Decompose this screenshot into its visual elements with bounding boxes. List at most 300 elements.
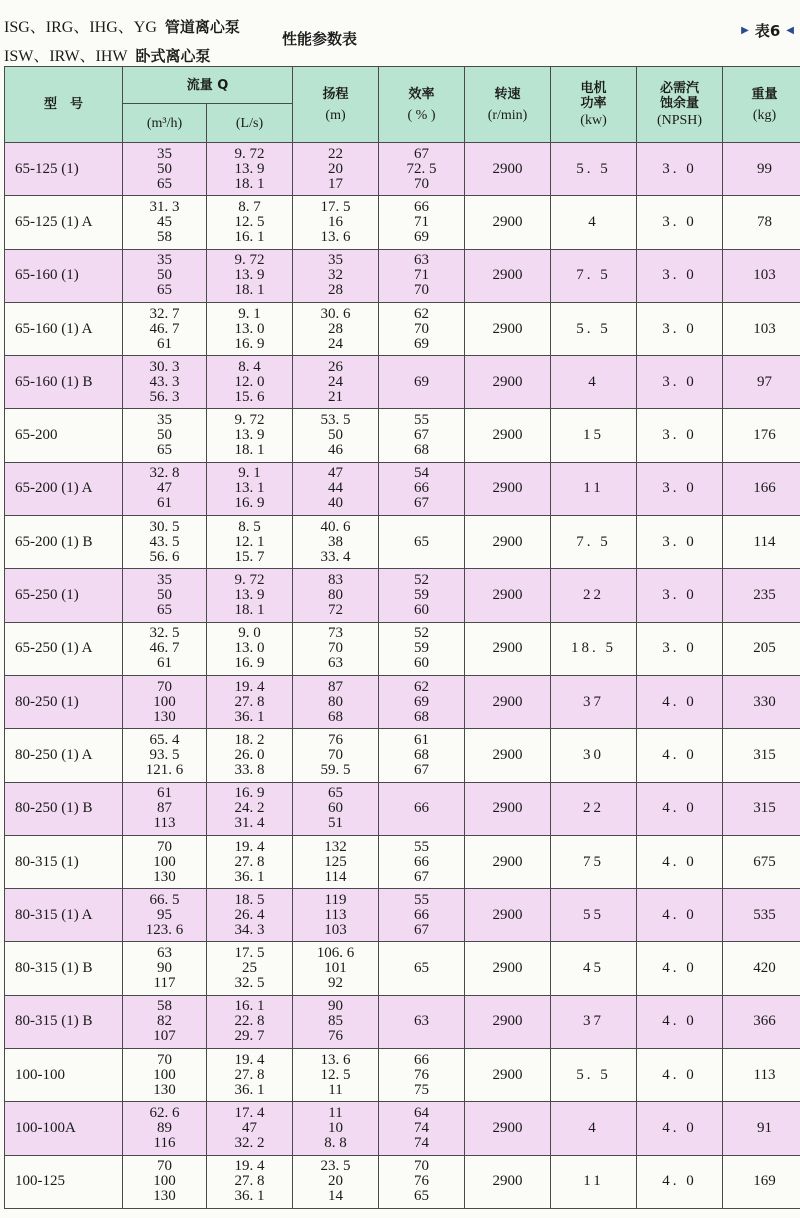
cell-flow-ls-value: 29. 7	[234, 1028, 265, 1045]
cell-flow-ls-value: 12. 1	[234, 533, 265, 550]
cell-head-value: 72	[328, 602, 344, 619]
cell-weight: 91	[723, 1102, 800, 1155]
cell-head-value: 24	[328, 335, 344, 352]
cell-flow-m3h-value: 100	[153, 1173, 176, 1190]
cell-flow-ls	[207, 356, 293, 409]
cell-flow-ls-value: 26. 4	[234, 906, 265, 923]
table-row	[5, 1049, 800, 1102]
cell-efficiency-value: 55	[414, 838, 430, 855]
cell-npsh: 3. 0	[637, 569, 723, 622]
cell-motor-power: 37	[551, 995, 637, 1048]
cell-head	[293, 356, 379, 409]
cell-head-value: 32	[328, 267, 344, 284]
cell-efficiency-value: 67	[414, 921, 430, 938]
col-speed: 转速 (r/min)	[465, 67, 551, 143]
cell-head-value: 106. 6	[316, 945, 355, 962]
cell-efficiency-value: 67	[414, 868, 430, 885]
cell-flow-ls-value: 25	[242, 960, 257, 977]
cell-flow-m3h	[123, 1102, 207, 1155]
cell-weight: 103	[723, 302, 800, 355]
cell-weight: 78	[723, 196, 800, 249]
cell-speed: 2900	[465, 1102, 551, 1155]
cell-efficiency	[379, 302, 465, 355]
cell-efficiency	[379, 196, 465, 249]
cell-flow-m3h	[123, 249, 207, 302]
table-row	[5, 782, 800, 835]
table-number	[741, 20, 794, 41]
cell-flow-m3h-value: 89	[157, 1119, 172, 1136]
cell-speed: 2900	[465, 249, 551, 302]
cell-npsh: 4. 0	[637, 995, 723, 1048]
cell-npsh: 3. 0	[637, 302, 723, 355]
cell-head-value: 13. 6	[320, 1051, 351, 1068]
table-row	[5, 1155, 800, 1208]
cell-flow-ls-value: 8. 5	[238, 518, 261, 535]
cell-flow-m3h-value: 30. 5	[149, 518, 180, 535]
cell-efficiency	[379, 356, 465, 409]
cell-head-value: 23. 5	[320, 1158, 351, 1175]
cell-flow-m3h-value: 32. 7	[149, 305, 180, 322]
cell-flow-ls-value: 17. 5	[234, 945, 265, 962]
cell-weight: 315	[723, 729, 800, 782]
cell-efficiency-value: 70	[414, 320, 430, 337]
cell-motor-power: 7. 5	[551, 249, 637, 302]
cell-motor-power: 55	[551, 889, 637, 942]
cell-flow-ls-value: 18. 1	[234, 602, 265, 619]
cell-efficiency-value: 65	[414, 533, 430, 550]
cell-head-value: 17. 5	[320, 198, 351, 215]
cell-speed: 2900	[465, 729, 551, 782]
cell-flow-m3h-value: 63	[157, 945, 172, 962]
cell-head-value: 47	[328, 465, 344, 482]
cell-flow-ls	[207, 196, 293, 249]
series-line-2	[4, 43, 211, 66]
table-body	[5, 143, 800, 1209]
cell-flow-m3h-value: 47	[157, 480, 172, 497]
cell-npsh: 3. 0	[637, 143, 723, 196]
cell-flow-ls-value: 19. 4	[234, 1051, 265, 1068]
cell-head	[293, 675, 379, 728]
cell-flow-m3h-value: 31. 3	[149, 198, 180, 215]
cell-flow-ls-value: 27. 8	[234, 1066, 265, 1083]
cell-flow-m3h-value: 66. 5	[149, 891, 180, 908]
cell-flow-ls-value: 13. 9	[234, 587, 265, 604]
cell-model: 80-315 (1)	[5, 835, 123, 888]
cell-head	[293, 729, 379, 782]
cell-flow-ls-value: 16. 1	[234, 228, 265, 245]
cell-speed: 2900	[465, 835, 551, 888]
cell-flow-m3h-value: 56. 6	[149, 548, 180, 565]
cell-flow-ls-value: 9. 72	[234, 252, 265, 269]
cell-flow-m3h-value: 117	[153, 975, 176, 992]
cell-model: 100-100	[5, 1049, 123, 1102]
cell-weight: 535	[723, 889, 800, 942]
table-row	[5, 409, 800, 462]
cell-weight: 114	[723, 516, 800, 569]
series-name-1: 管道离心泵	[164, 18, 240, 36]
cell-head	[293, 622, 379, 675]
cell-speed: 2900	[465, 782, 551, 835]
cell-efficiency-value: 70	[414, 282, 430, 299]
cell-flow-ls-value: 16. 1	[234, 998, 265, 1015]
cell-flow-ls	[207, 729, 293, 782]
cell-head-value: 51	[328, 815, 344, 832]
cell-head-value: 63	[328, 655, 344, 672]
table-row	[5, 569, 800, 622]
cell-head-value: 76	[328, 1028, 344, 1045]
cell-flow-ls-value: 18. 1	[234, 442, 265, 459]
cell-flow-m3h-value: 58	[157, 998, 172, 1015]
cell-head	[293, 889, 379, 942]
cell-head	[293, 462, 379, 515]
cell-efficiency	[379, 249, 465, 302]
cell-flow-ls-value: 18. 2	[234, 731, 265, 748]
cell-flow-ls-value: 13. 9	[234, 267, 265, 284]
table-row	[5, 1102, 800, 1155]
cell-flow-ls-value: 26. 0	[234, 746, 265, 763]
cell-head-value: 119	[324, 891, 347, 908]
cell-flow-m3h-value: 70	[157, 1158, 172, 1175]
cell-head-value: 87	[328, 678, 344, 695]
table-row	[5, 622, 800, 675]
cell-motor-power: 15	[551, 409, 637, 462]
cell-motor-power: 4	[551, 356, 637, 409]
cell-flow-ls-value: 34. 3	[234, 921, 265, 938]
cell-npsh: 4. 0	[637, 675, 723, 728]
cell-head	[293, 143, 379, 196]
cell-efficiency-value: 62	[414, 678, 430, 695]
cell-flow-m3h-value: 50	[157, 267, 172, 284]
cell-efficiency-value: 76	[414, 1066, 430, 1083]
cell-speed: 2900	[465, 143, 551, 196]
cell-efficiency-value: 60	[414, 655, 430, 672]
cell-model: 65-160 (1) B	[5, 356, 123, 409]
cell-npsh: 4. 0	[637, 889, 723, 942]
cell-model: 80-250 (1) B	[5, 782, 123, 835]
cell-flow-m3h	[123, 835, 207, 888]
cell-flow-ls	[207, 675, 293, 728]
cell-flow-ls-value: 13. 9	[234, 427, 265, 444]
cell-model: 65-160 (1)	[5, 249, 123, 302]
cell-npsh: 4. 0	[637, 729, 723, 782]
cell-flow-m3h-value: 90	[157, 960, 172, 977]
cell-flow-ls-value: 12. 5	[234, 213, 265, 230]
cell-efficiency-value: 71	[414, 267, 430, 284]
cell-npsh: 4. 0	[637, 1155, 723, 1208]
cell-flow-m3h-value: 116	[153, 1134, 176, 1151]
cell-speed: 2900	[465, 196, 551, 249]
cell-motor-power: 5. 5	[551, 143, 637, 196]
cell-weight: 366	[723, 995, 800, 1048]
table-row	[5, 675, 800, 728]
cell-flow-m3h	[123, 782, 207, 835]
triangle-right-icon: ▶	[741, 25, 749, 36]
cell-flow-ls-value: 15. 6	[234, 388, 265, 405]
cell-efficiency	[379, 942, 465, 995]
cell-efficiency-value: 70	[414, 175, 430, 192]
cell-flow-m3h-value: 35	[157, 145, 172, 162]
cell-flow-m3h	[123, 942, 207, 995]
cell-head-value: 24	[328, 373, 344, 390]
cell-flow-m3h-value: 130	[153, 1188, 176, 1205]
cell-flow-ls-value: 33. 8	[234, 761, 265, 778]
cell-motor-power: 75	[551, 835, 637, 888]
cell-flow-m3h	[123, 729, 207, 782]
cell-efficiency-value: 71	[414, 213, 430, 230]
cell-speed: 2900	[465, 516, 551, 569]
cell-head-value: 14	[328, 1188, 344, 1205]
cell-flow-m3h-value: 70	[157, 838, 172, 855]
cell-model: 80-315 (1) B	[5, 942, 123, 995]
cell-motor-power: 4	[551, 1102, 637, 1155]
cell-motor-power: 18. 5	[551, 622, 637, 675]
cell-model: 65-200 (1) A	[5, 462, 123, 515]
cell-model: 65-200	[5, 409, 123, 462]
cell-speed: 2900	[465, 409, 551, 462]
cell-motor-power: 30	[551, 729, 637, 782]
cell-flow-ls-value: 19. 4	[234, 1158, 265, 1175]
cell-model: 80-315 (1) B	[5, 995, 123, 1048]
series-name-2: 卧式离心泵	[135, 47, 211, 65]
cell-head-value: 40. 6	[320, 518, 351, 535]
cell-flow-m3h-value: 65. 4	[149, 731, 180, 748]
cell-model: 80-250 (1)	[5, 675, 123, 728]
cell-efficiency	[379, 1102, 465, 1155]
table-row	[5, 302, 800, 355]
cell-head-value: 50	[328, 427, 344, 444]
cell-model: 100-100A	[5, 1102, 123, 1155]
cell-efficiency-value: 68	[414, 442, 430, 459]
cell-flow-ls-value: 16. 9	[234, 495, 265, 512]
cell-efficiency-value: 62	[414, 305, 430, 322]
cell-motor-power: 22	[551, 782, 637, 835]
cell-efficiency-value: 59	[414, 640, 430, 657]
cell-flow-m3h	[123, 143, 207, 196]
cell-flow-m3h-value: 107	[153, 1028, 176, 1045]
cell-efficiency-value: 65	[414, 960, 430, 977]
cell-flow-m3h	[123, 995, 207, 1048]
cell-head-value: 10	[328, 1119, 344, 1136]
cell-flow-ls	[207, 1155, 293, 1208]
cell-motor-power: 4	[551, 196, 637, 249]
cell-weight: 169	[723, 1155, 800, 1208]
cell-efficiency	[379, 729, 465, 782]
cell-efficiency	[379, 516, 465, 569]
cell-head	[293, 1155, 379, 1208]
cell-flow-m3h	[123, 889, 207, 942]
cell-head	[293, 196, 379, 249]
table-row	[5, 249, 800, 302]
series-models-1: ISG、IRG、IHG、YG	[4, 19, 157, 36]
cell-flow-ls-value: 36. 1	[234, 1081, 265, 1098]
cell-efficiency	[379, 462, 465, 515]
table-row	[5, 356, 800, 409]
cell-head-value: 22	[328, 145, 344, 162]
cell-flow-ls-value: 12. 0	[234, 373, 265, 390]
cell-flow-ls-value: 9. 72	[234, 145, 265, 162]
cell-head-value: 83	[328, 572, 344, 589]
cell-speed: 2900	[465, 675, 551, 728]
table-row	[5, 729, 800, 782]
cell-flow-ls	[207, 302, 293, 355]
cell-head-value: 20	[328, 1173, 344, 1190]
cell-flow-m3h-value: 121. 6	[145, 761, 184, 778]
cell-flow-ls-value: 8. 7	[238, 198, 261, 215]
table-row	[5, 462, 800, 515]
cell-flow-m3h-value: 65	[157, 175, 172, 192]
cell-npsh: 4. 0	[637, 1049, 723, 1102]
cell-npsh: 3. 0	[637, 516, 723, 569]
cell-flow-ls-value: 31. 4	[234, 815, 265, 832]
cell-efficiency-value: 74	[414, 1134, 430, 1151]
cell-model: 65-250 (1)	[5, 569, 123, 622]
cell-flow-ls-value: 13. 0	[234, 320, 265, 337]
cell-head-value: 125	[324, 853, 347, 870]
cell-head	[293, 942, 379, 995]
table-row	[5, 143, 800, 196]
cell-npsh: 4. 0	[637, 835, 723, 888]
cell-head-value: 101	[324, 960, 347, 977]
cell-flow-ls-value: 13. 9	[234, 160, 265, 177]
cell-head-value: 92	[328, 975, 344, 992]
cell-motor-power: 45	[551, 942, 637, 995]
cell-flow-m3h-value: 100	[153, 693, 176, 710]
cell-efficiency-value: 55	[414, 891, 430, 908]
cell-head	[293, 1102, 379, 1155]
cell-efficiency-value: 59	[414, 587, 430, 604]
cell-head	[293, 409, 379, 462]
cell-speed: 2900	[465, 356, 551, 409]
cell-flow-ls-value: 32. 2	[234, 1134, 265, 1151]
cell-motor-power: 11	[551, 462, 637, 515]
cell-efficiency-value: 76	[414, 1173, 430, 1190]
cell-model: 65-125 (1) A	[5, 196, 123, 249]
cell-efficiency	[379, 782, 465, 835]
cell-flow-m3h-value: 32. 5	[149, 625, 180, 642]
cell-efficiency	[379, 995, 465, 1048]
cell-flow-m3h-value: 43. 3	[149, 373, 180, 390]
cell-speed: 2900	[465, 462, 551, 515]
cell-efficiency-value: 69	[414, 335, 430, 352]
cell-flow-m3h-value: 113	[153, 815, 176, 832]
cell-efficiency	[379, 409, 465, 462]
cell-flow-m3h-value: 50	[157, 587, 172, 604]
cell-head-value: 59. 5	[320, 761, 351, 778]
table-row	[5, 835, 800, 888]
cell-weight: 315	[723, 782, 800, 835]
cell-flow-m3h-value: 62. 6	[149, 1104, 180, 1121]
cell-efficiency	[379, 569, 465, 622]
cell-npsh: 4. 0	[637, 1102, 723, 1155]
cell-flow-ls-value: 27. 8	[234, 693, 265, 710]
cell-efficiency-value: 68	[414, 708, 430, 725]
cell-efficiency	[379, 835, 465, 888]
cell-npsh: 3. 0	[637, 622, 723, 675]
cell-flow-ls-value: 13. 1	[234, 480, 265, 497]
cell-flow-m3h-value: 35	[157, 412, 172, 429]
table-row	[5, 196, 800, 249]
col-head: 扬程 (m)	[293, 67, 379, 143]
cell-efficiency-value: 69	[414, 228, 430, 245]
cell-flow-m3h-value: 50	[157, 427, 172, 444]
cell-head-value: 132	[324, 838, 347, 855]
cell-model: 80-315 (1) A	[5, 889, 123, 942]
cell-flow-m3h-value: 100	[153, 1066, 176, 1083]
cell-efficiency-value: 67	[414, 495, 430, 512]
cell-head-value: 33. 4	[320, 548, 351, 565]
cell-flow-ls	[207, 995, 293, 1048]
cell-efficiency-value: 60	[414, 602, 430, 619]
cell-npsh: 3. 0	[637, 462, 723, 515]
cell-flow-m3h-value: 61	[157, 785, 172, 802]
cell-flow-ls-value: 36. 1	[234, 1188, 265, 1205]
cell-efficiency	[379, 622, 465, 675]
cell-weight: 176	[723, 409, 800, 462]
cell-head-value: 8. 8	[324, 1134, 347, 1151]
cell-flow-m3h-value: 70	[157, 678, 172, 695]
cell-flow-m3h-value: 65	[157, 282, 172, 299]
cell-efficiency-value: 64	[414, 1104, 430, 1121]
cell-flow-ls-value: 27. 8	[234, 1173, 265, 1190]
cell-weight: 675	[723, 835, 800, 888]
cell-flow-ls	[207, 942, 293, 995]
cell-flow-m3h-value: 46. 7	[149, 320, 180, 337]
table-row	[5, 889, 800, 942]
cell-head-value: 40	[328, 495, 344, 512]
cell-flow-m3h	[123, 1049, 207, 1102]
cell-flow-ls-value: 27. 8	[234, 853, 265, 870]
cell-weight: 103	[723, 249, 800, 302]
cell-efficiency-value: 66	[414, 906, 430, 923]
cell-flow-ls-value: 8. 4	[238, 358, 261, 375]
cell-flow-ls-value: 18. 1	[234, 175, 265, 192]
cell-efficiency-value: 55	[414, 412, 430, 429]
performance-table	[4, 66, 800, 1209]
cell-flow-ls	[207, 835, 293, 888]
cell-head-value: 70	[328, 746, 344, 763]
cell-motor-power: 5. 5	[551, 302, 637, 355]
cell-head-value: 53. 5	[320, 412, 351, 429]
cell-head-value: 46	[328, 442, 344, 459]
cell-head-value: 28	[328, 320, 344, 337]
cell-efficiency-value: 74	[414, 1119, 430, 1136]
cell-flow-m3h-value: 61	[157, 335, 172, 352]
cell-head	[293, 249, 379, 302]
cell-flow-m3h-value: 35	[157, 572, 172, 589]
cell-head-value: 20	[328, 160, 344, 177]
cell-head-value: 21	[328, 388, 344, 405]
cell-flow-ls-value: 19. 4	[234, 678, 265, 695]
page-header	[0, 0, 800, 64]
cell-motor-power: 37	[551, 675, 637, 728]
cell-flow-m3h-value: 32. 8	[149, 465, 180, 482]
cell-flow-m3h-value: 130	[153, 1081, 176, 1098]
cell-flow-m3h-value: 65	[157, 602, 172, 619]
cell-efficiency-value: 66	[414, 800, 430, 817]
cell-flow-m3h	[123, 675, 207, 728]
cell-flow-m3h-value: 93. 5	[149, 746, 180, 763]
cell-speed: 2900	[465, 1049, 551, 1102]
cell-head	[293, 835, 379, 888]
table-row	[5, 995, 800, 1048]
cell-weight: 330	[723, 675, 800, 728]
cell-head-value: 11	[328, 1104, 343, 1121]
cell-flow-ls-value: 19. 4	[234, 838, 265, 855]
cell-flow-m3h-value: 82	[157, 1013, 172, 1030]
cell-flow-ls	[207, 1049, 293, 1102]
cell-flow-m3h-value: 43. 5	[149, 533, 180, 550]
cell-flow-ls-value: 36. 1	[234, 868, 265, 885]
